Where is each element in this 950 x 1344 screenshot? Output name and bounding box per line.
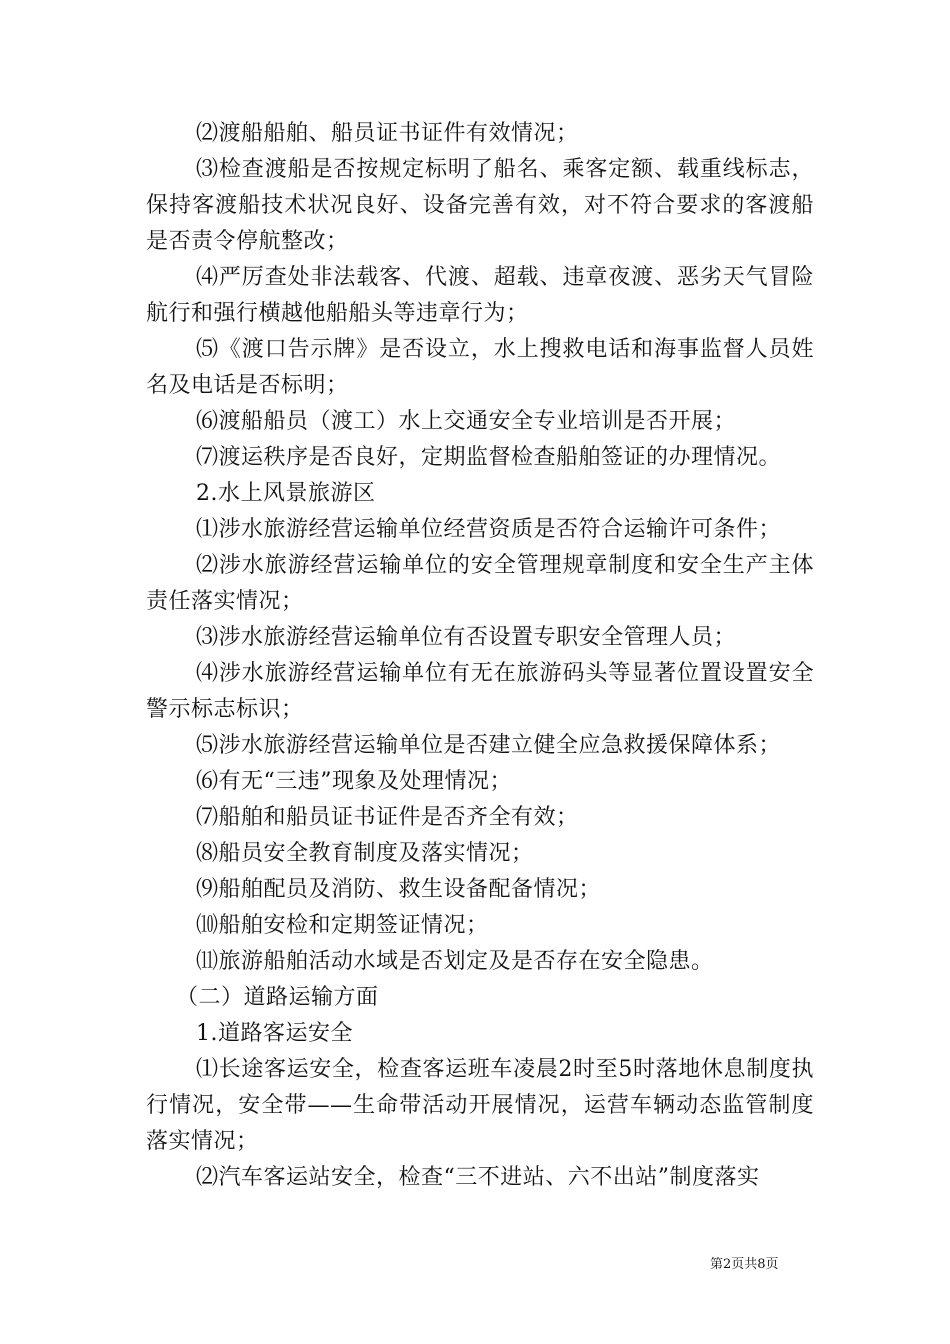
paragraph: ⑷涉水旅游经营运输单位有无在旅游码头等显著位置设置安全警示标志标识； — [146, 661, 814, 722]
document-body — [146, 116, 814, 1196]
paragraph: ⑴涉水旅游经营运输单位经营资质是否符合运输许可条件； — [196, 517, 782, 542]
paragraph: ⑷严厉查处非法载客、代渡、超载、违章夜渡、恶劣天气冒险航行和强行横越他船船头等违章行为； — [146, 265, 814, 326]
paragraph: ⑾旅游船舶活动水域是否划定及是否存在安全隐患。 — [196, 949, 714, 974]
paragraph: ⑺船舶和船员证书证件是否齐全有效； — [196, 805, 579, 830]
paragraph: ⑸涉水旅游经营运输单位是否建立健全应急救援保障体系； — [196, 733, 782, 758]
paragraph: ⑹有无“三违”现象及处理情况； — [196, 769, 512, 794]
paragraph: ⑼船舶配员及消防、救生设备配备情况； — [196, 877, 602, 902]
paragraph: ⑹渡船船员（渡工）水上交通安全专业培训是否开展； — [196, 409, 737, 434]
paragraph: ⑺渡运秩序是否良好，定期监督检查船舶签证的办理情况。 — [196, 445, 782, 470]
paragraph: ⑽船舶安检和定期签证情况； — [196, 913, 489, 938]
paragraph: ⑶涉水旅游经营运输单位有否设置专职安全管理人员； — [196, 625, 737, 650]
section-heading: （二）道路运输方面 — [176, 985, 379, 1010]
paragraph: ⑸《渡口告示牌》是否设立，水上搜救电话和海事监督人员姓名及电话是否标明； — [146, 337, 814, 398]
paragraph: ⑻船员安全教育制度及落实情况； — [196, 841, 534, 866]
paragraph: ⑵渡船船舶、船员证书证件有效情况； — [196, 121, 579, 146]
paragraph: ⑶检查渡船是否按规定标明了船名、乘客定额、载重线标志，保持客渡船技术状况良好、设备完善有效，对不符合要求的客渡船是否责令停航整改； — [146, 157, 814, 254]
paragraph: ⑵汽车客运站安全，检查“三不进站、六不出站”制度落实 — [196, 1165, 760, 1190]
paragraph: ⑵涉水旅游经营运输单位的安全管理规章制度和安全生产主体责任落实情况； — [146, 553, 814, 614]
paragraph: ⑴长途客运安全，检查客运班车凌晨2时至5时落地休息制度执行情况，安全带——生命带活动开展情况，运营车辆动态监管制度落实情况； — [146, 1057, 814, 1154]
page-number-footer: 第2页共8页 — [710, 1257, 779, 1272]
subheading: 1.道路客运安全 — [196, 1021, 353, 1046]
subheading: 2.水上风景旅游区 — [196, 481, 376, 506]
